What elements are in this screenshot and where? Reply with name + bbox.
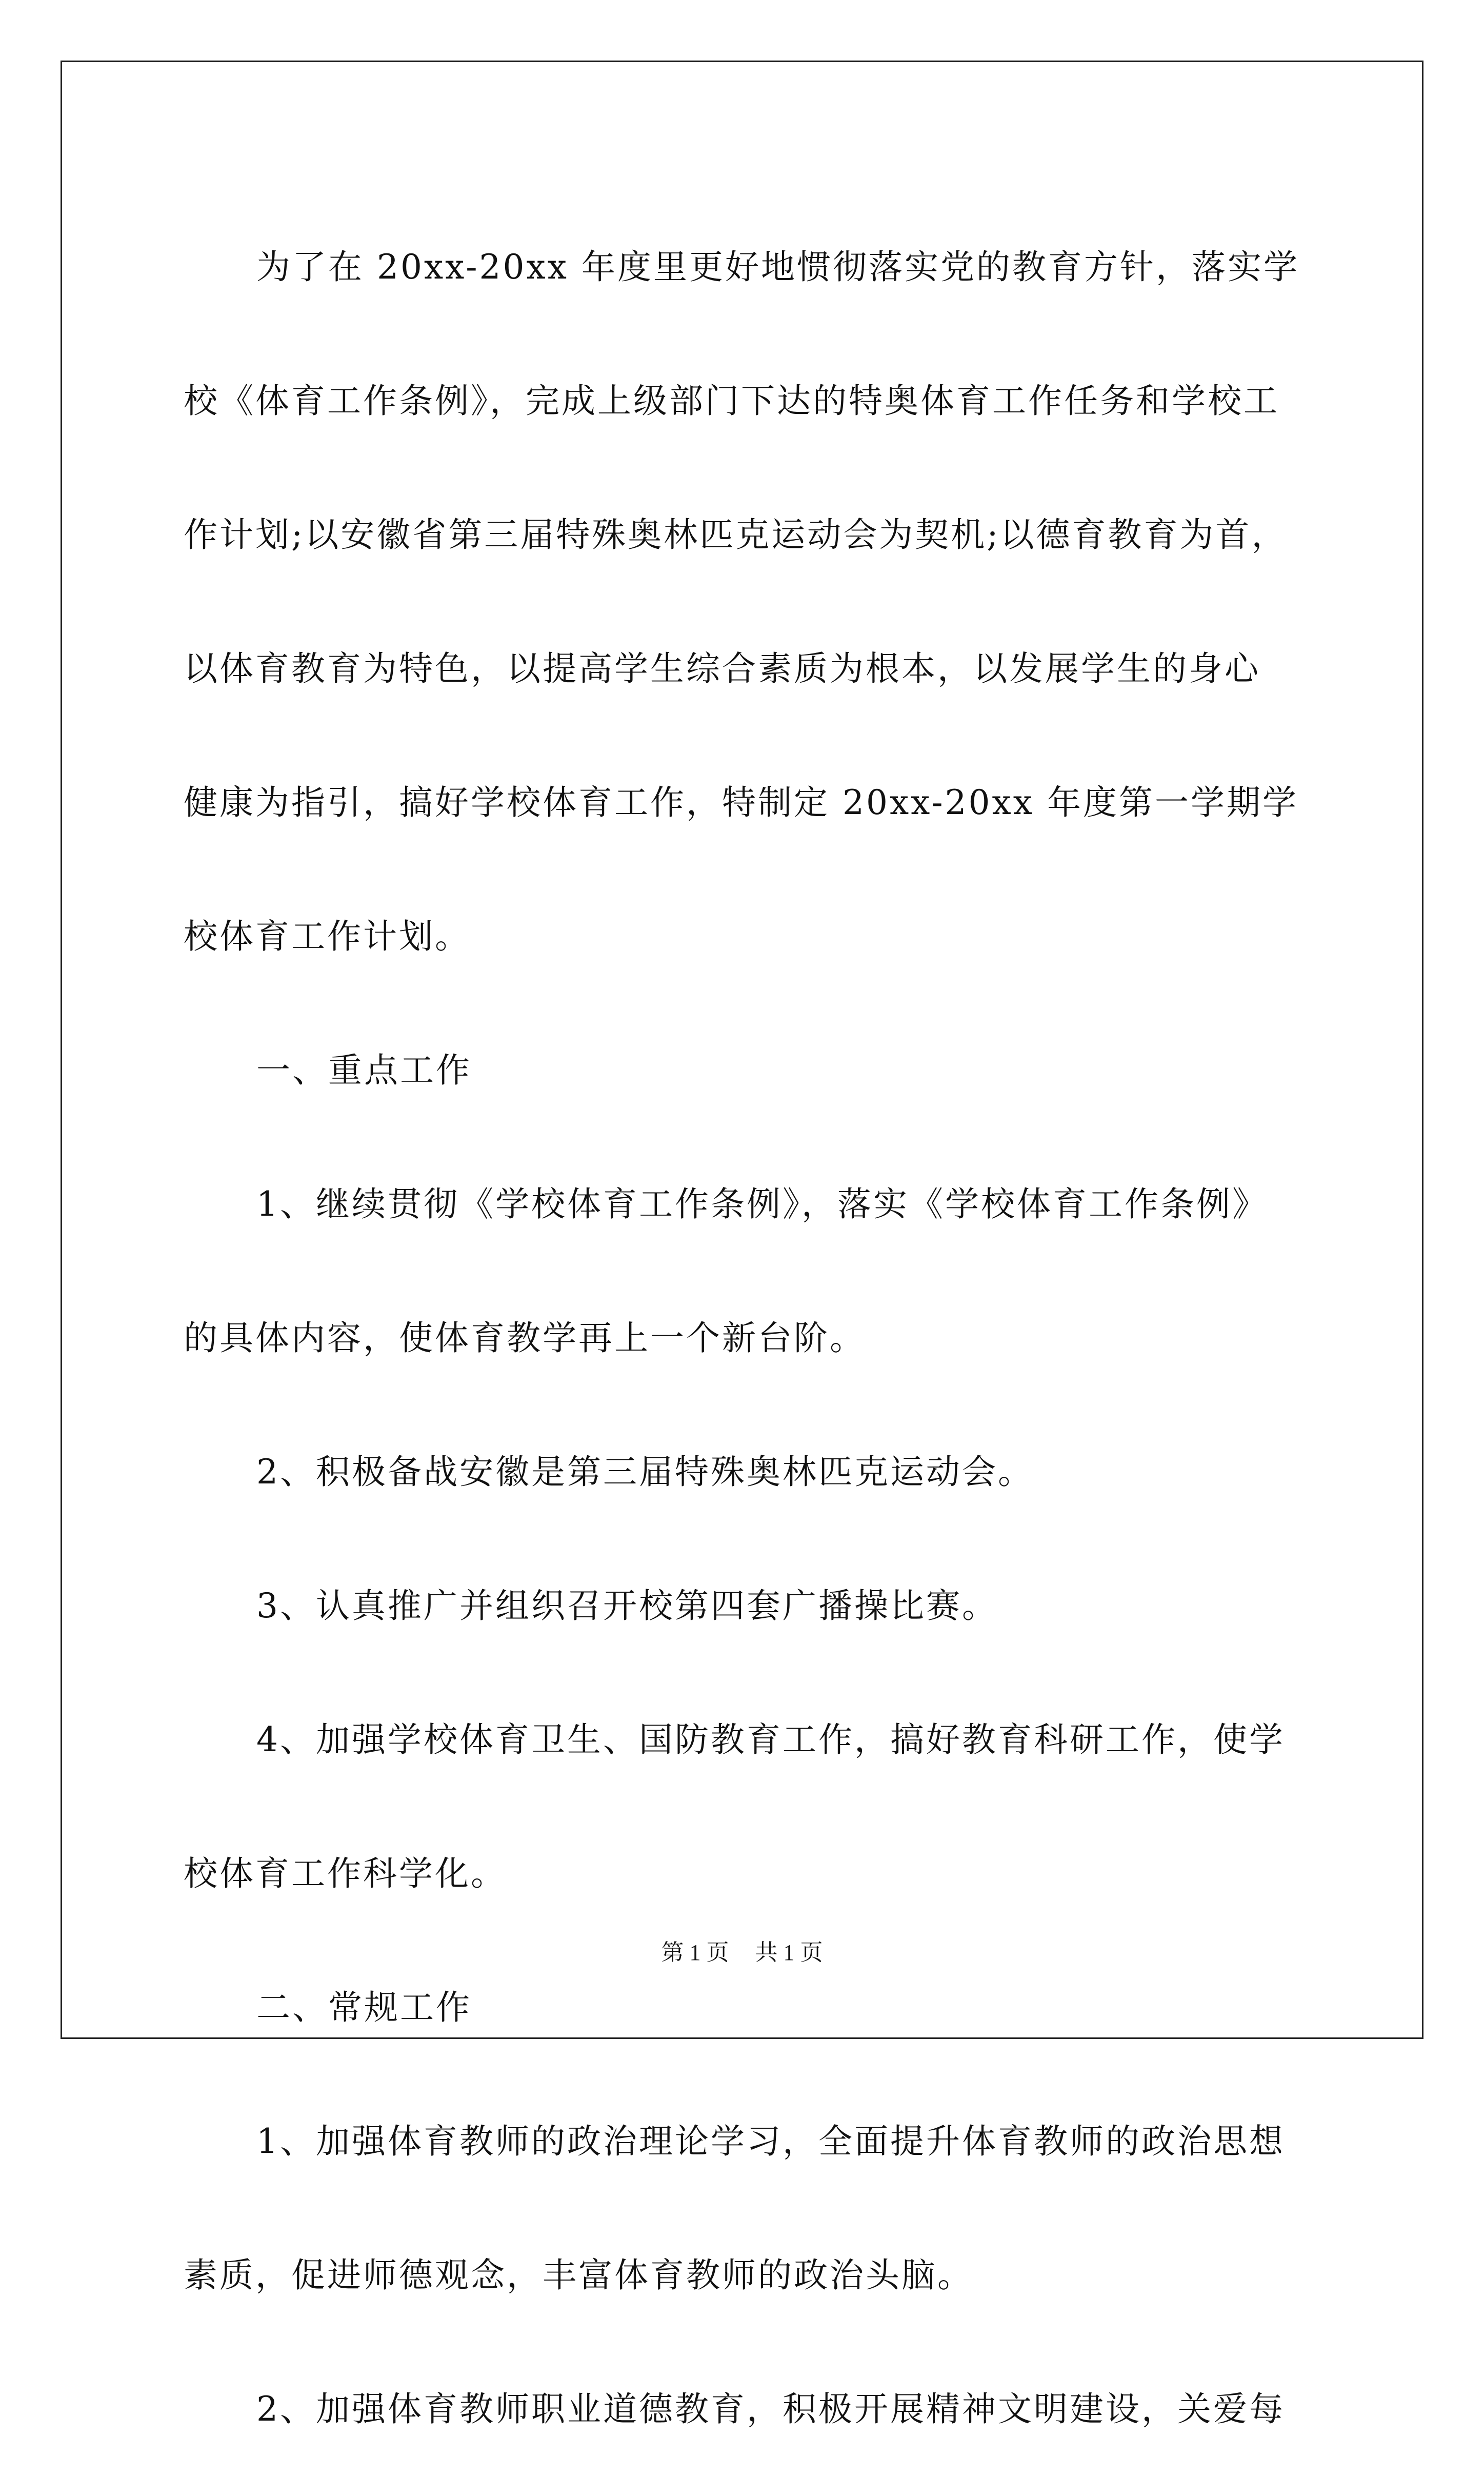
text-line: 2、积极备战安徽是第三届特殊奥林匹克运动会。 bbox=[256, 1452, 1034, 1492]
text-line: 校体育工作科学化。 bbox=[184, 1854, 507, 1893]
text-line: 素质，促进师德观念，丰富体育教师的政治头脑。 bbox=[184, 2255, 973, 2295]
text-line: 校《体育工作条例》，完成上级部门下达的特奥体育工作任务和学校工 bbox=[184, 381, 1279, 421]
text-line: 3、认真推广并组织召开校第四套广播操比赛。 bbox=[256, 1586, 998, 1626]
page-footer bbox=[0, 1934, 1484, 1967]
text-line: 二、常规工作 bbox=[256, 1988, 472, 2027]
text-line: 一、重点工作 bbox=[256, 1051, 472, 1090]
text-line: 校体育工作计划。 bbox=[184, 917, 471, 956]
text-line: 1、加强体育教师的政治理论学习，全面提升体育教师的政治思想 bbox=[256, 2122, 1285, 2161]
text-line: 4、加强学校体育卫生、国防教育工作，搞好教育科研工作，使学 bbox=[256, 1720, 1285, 1759]
document-body bbox=[184, 200, 1307, 2476]
page-total: 共 1 页 bbox=[755, 1940, 823, 1965]
text-line: 健康为指引，搞好学校体育工作，特制定 20xx-20xx 年度第一学期学 bbox=[184, 783, 1298, 822]
text-line: 2、加强体育教师职业道德教育，积极开展精神文明建设，关爱每 bbox=[256, 2389, 1285, 2429]
text-line: 以体育教育为特色，以提高学生综合素质为根本，以发展学生的身心 bbox=[184, 649, 1260, 688]
text-line: 作计划;以安徽省第三届特殊奥林匹克运动会为契机;以德育教育为首， bbox=[184, 515, 1288, 554]
text-line: 的具体内容，使体育教学再上一个新台阶。 bbox=[184, 1318, 866, 1358]
page-number: 第 1 页 bbox=[661, 1940, 729, 1965]
text-line: 1、继续贯彻《学校体育工作条例》，落实《学校体育工作条例》 bbox=[256, 1184, 1268, 1224]
text-line: 为了在 20xx-20xx 年度里更好地惯彻落实党的教育方针，落实学 bbox=[256, 247, 1299, 287]
